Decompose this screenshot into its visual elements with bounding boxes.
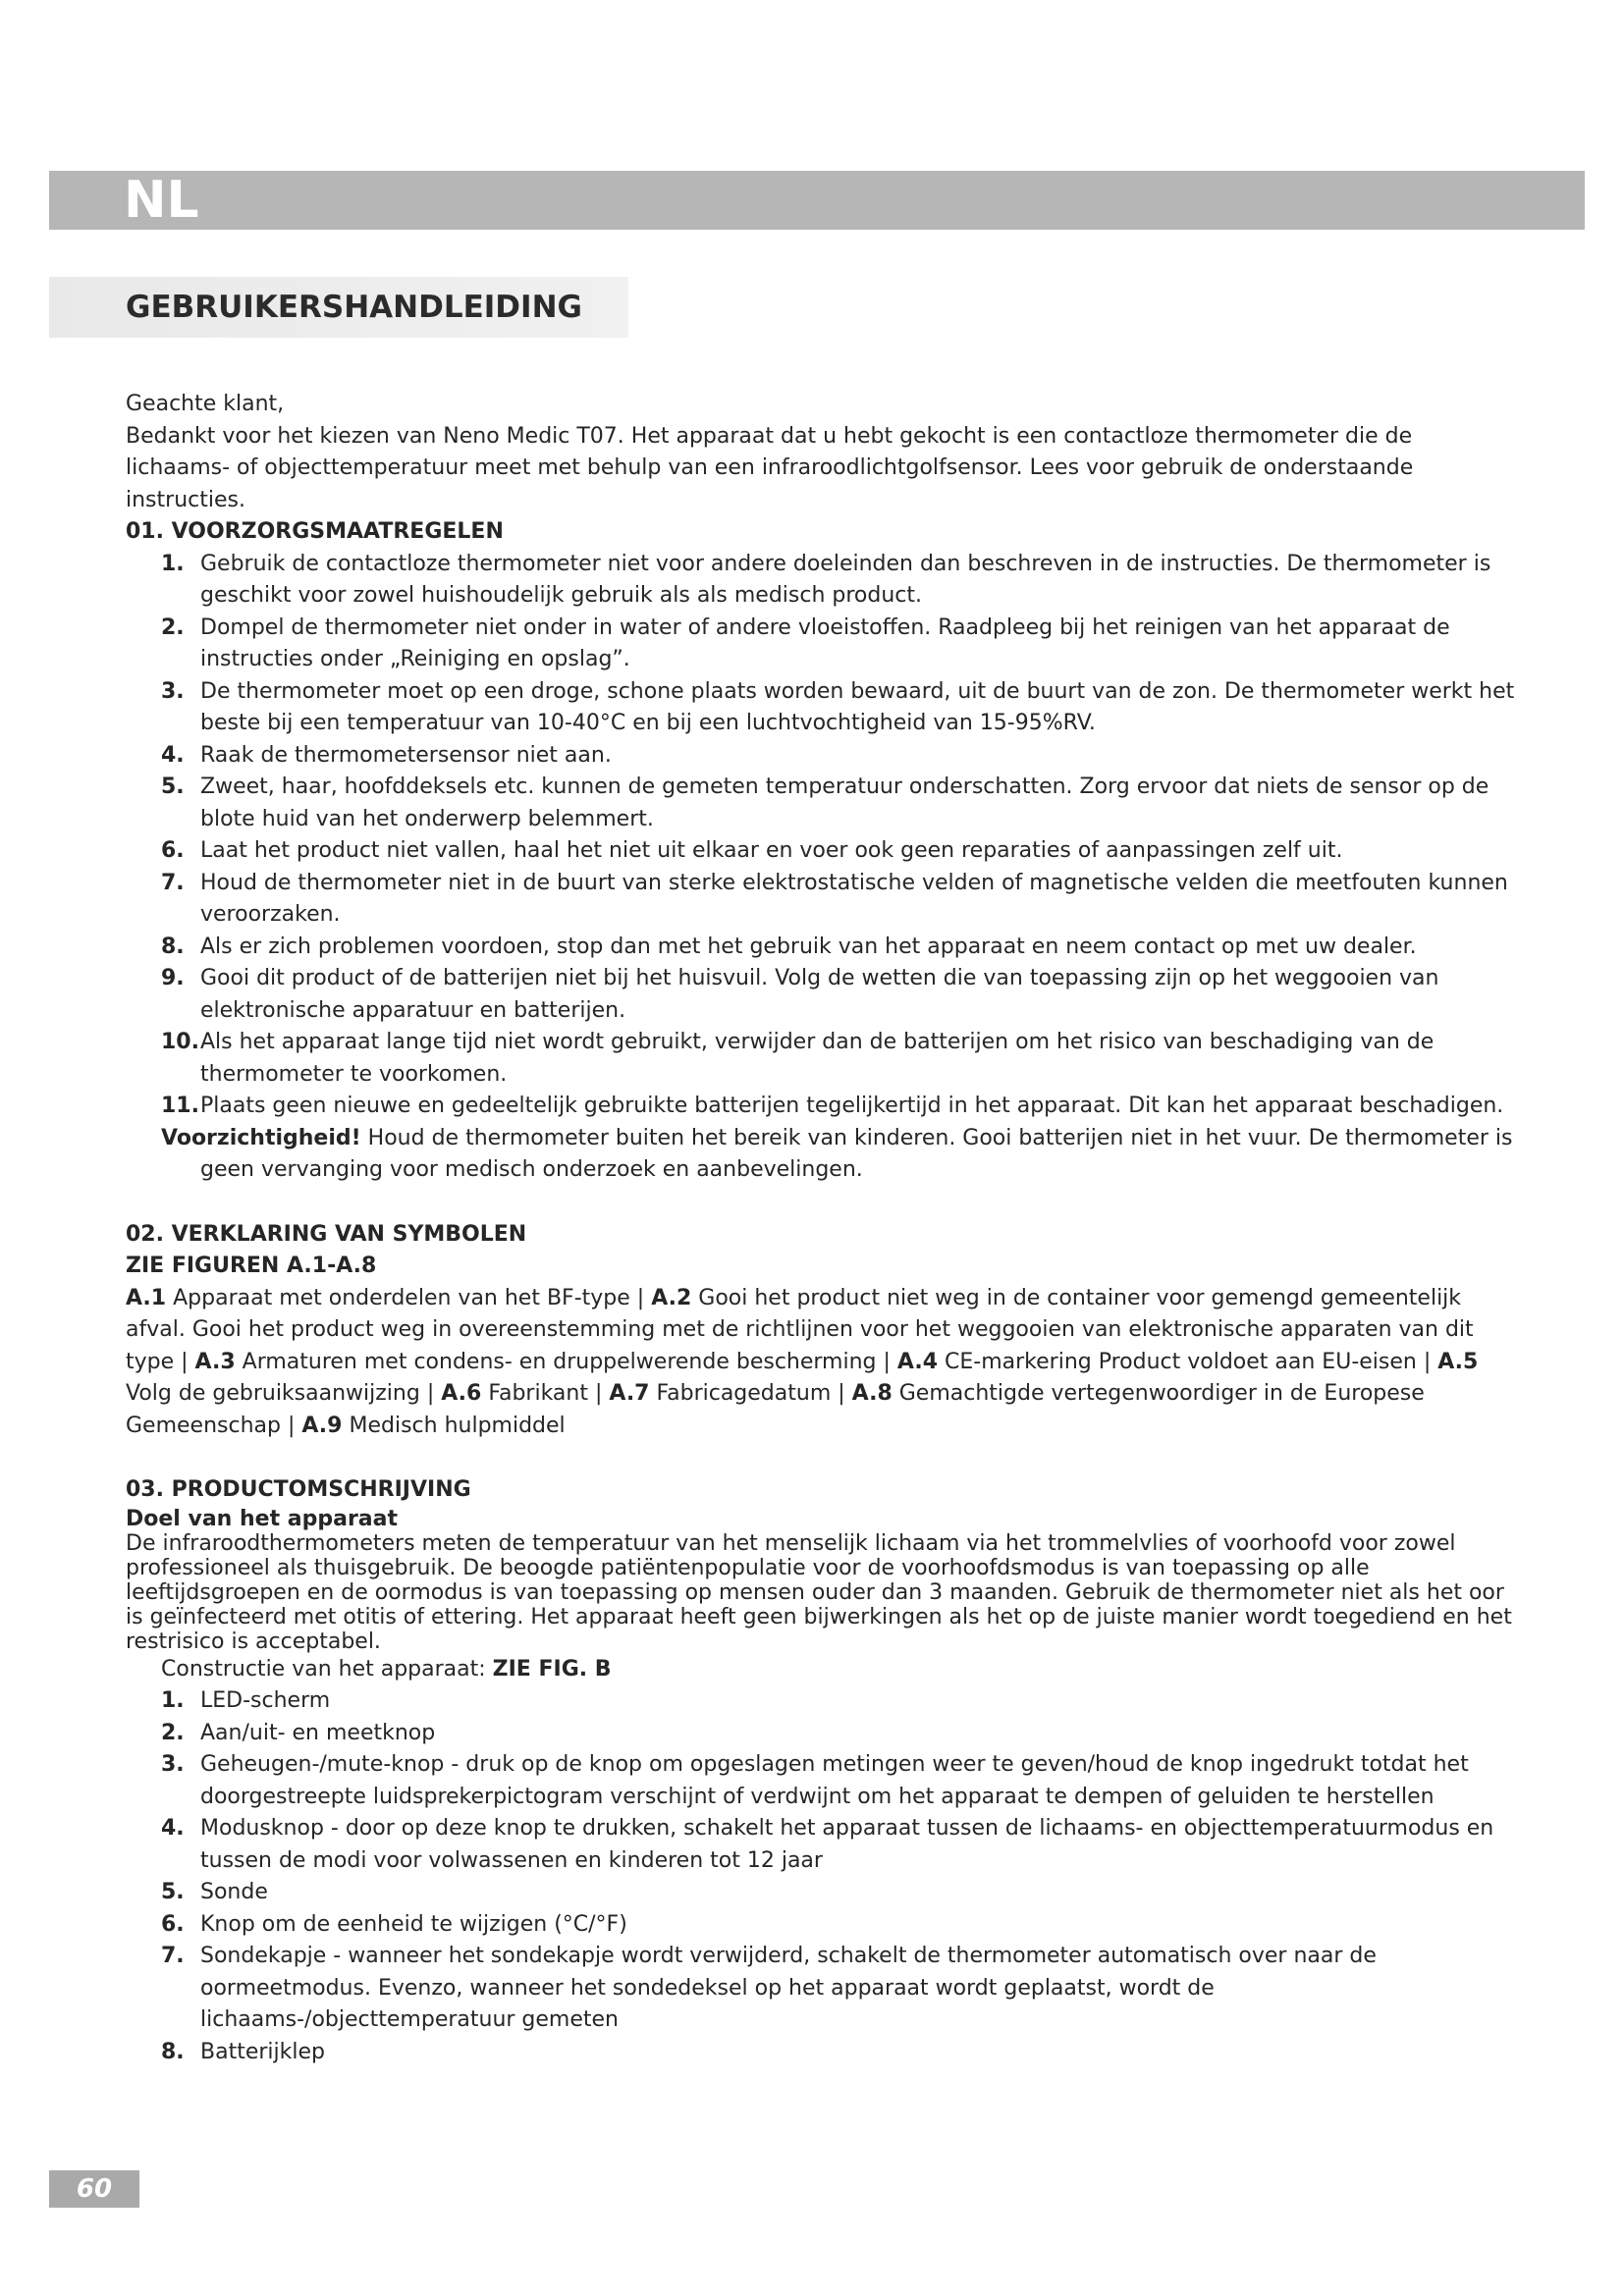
list-item-text: Houd de thermometer niet in de buurt van sterke elektrostatische velden of magnetische velden die meetfouten kunnen veroorzaken.: [200, 870, 1508, 927]
list-item: [126, 932, 1520, 964]
list-item-text: Knop om de eenheid te wijzigen (°C/°F): [200, 1911, 627, 1937]
caution-note: [126, 1123, 1520, 1187]
symbol-description: Fabrikant |: [481, 1381, 610, 1406]
list-item-text: Laat het product niet vallen, haal het niet uit elkaar en voer ook geen reparaties of aanpassingen zelf uit.: [200, 838, 1343, 863]
list-item: [126, 772, 1520, 835]
list-item: [126, 1027, 1520, 1091]
list-item: [126, 1091, 1520, 1123]
construction-list: [126, 1685, 1520, 2068]
list-item-text: Aan/uit- en meetknop: [200, 1720, 436, 1745]
list-item: [126, 1877, 1520, 1909]
list-item: [126, 2037, 1520, 2069]
list-item-number: 2.: [161, 1720, 185, 1745]
list-item: [126, 549, 1520, 613]
section-heading-description: 03. PRODUCTOMSCHRIJVING: [126, 1477, 471, 1502]
symbol-code: A.1: [126, 1285, 167, 1310]
list-item: [126, 1749, 1520, 1813]
caution-label: Voorzichtigheid!: [161, 1125, 361, 1150]
list-item: [126, 1909, 1520, 1942]
symbol-code: A.4: [896, 1349, 939, 1374]
list-item-text: De thermometer moet op een droge, schone plaats worden bewaard, uit de buurt van de zon. De thermometer werkt het beste bij een temperatuur van 10-40°C en bij een luchtvochtigheid van 15-95%RV.: [200, 678, 1515, 735]
list-item-number: 7.: [161, 1944, 185, 1968]
symbol-description: Volg de gebruiksaanwijzing |: [126, 1381, 442, 1406]
list-item-number: 10.: [161, 1030, 199, 1054]
list-item: [126, 835, 1520, 868]
list-item-number: 8.: [161, 2039, 185, 2064]
list-item: [126, 1813, 1520, 1877]
list-item-text: Sonde: [200, 1880, 268, 1904]
list-item-text: LED-scherm: [200, 1688, 331, 1713]
list-item-text: Plaats geen nieuwe en gedeeltelijk gebruikte batterijen tegelijkertijd in het apparaat. Dit kan het apparaat beschadigen.: [200, 1094, 1504, 1118]
list-item-text: Raak de thermometersensor niet aan.: [200, 742, 612, 768]
symbol-description: Gemachtigde vertegenwoordiger in de Europese Gemeenschap |: [126, 1381, 1425, 1438]
page-title: GEBRUIKERSHANDLEIDING: [126, 290, 582, 325]
list-item-number: 5.: [161, 1880, 185, 1904]
symbol-description: Fabricagedatum |: [649, 1381, 852, 1406]
list-item-number: 11.: [161, 1094, 199, 1118]
list-item-number: 1.: [161, 1688, 185, 1713]
list-item-text: Batterijklep: [200, 2039, 325, 2064]
construction-label: Constructie van het apparaat:: [161, 1656, 493, 1682]
language-code: NL: [124, 171, 199, 230]
list-item: [126, 963, 1520, 1027]
list-item-text: Gebruik de contactloze thermometer niet voor andere doeleinden dan beschreven in de instructies. De thermometer is geschikt voor zowel huishoudelijk gebruik als als medisch product.: [200, 551, 1491, 608]
purpose-subheading: Doel van het apparaat: [126, 1506, 399, 1531]
symbol-code: A.8: [851, 1381, 893, 1406]
list-item-text: Gooi dit product of de batterijen niet bij het huisvuil. Volg de wetten die van toepassing zijn op het weggooien van elektronische apparatuur en batterijen.: [200, 966, 1439, 1023]
list-item-number: 4.: [161, 1816, 185, 1841]
symbol-code: A.3: [194, 1349, 236, 1374]
list-item: [126, 740, 1520, 773]
symbol-description: Medisch hulpmiddel: [342, 1413, 566, 1438]
section-heading-symbols: 02. VERKLARING VAN SYMBOLEN: [126, 1221, 527, 1247]
list-item: [126, 676, 1520, 740]
construction-ref: ZIE FIG. B: [492, 1656, 612, 1682]
list-item: [126, 1685, 1520, 1718]
symbol-description: Armaturen met condens- en druppelwerende bescherming |: [235, 1349, 897, 1374]
list-item: [126, 1718, 1520, 1750]
symbols-subheading: ZIE FIGUREN A.1-A.8: [126, 1254, 377, 1278]
list-item-number: 5.: [161, 774, 185, 799]
symbol-code: A.7: [609, 1381, 650, 1406]
list-item-text: Sondekapje - wanneer het sondekapje wordt verwijderd, schakelt de thermometer automatisch over naar de oormeetmodus. Evenzo, wanneer het sondedeksel op het apparaat wordt geplaatst, wordt de lichaams-/objecttemperatuur gemeten: [200, 1944, 1377, 2032]
symbols-paragraph: [126, 1283, 1520, 1443]
list-item-number: 8.: [161, 934, 185, 959]
symbol-code: A.9: [301, 1413, 343, 1438]
list-item-text: Modusknop - door op deze knop te drukken, schakelt het apparaat tussen de lichaams- en objecttemperatuurmodus en tussen de modi voor volwassenen en kinderen tot 12 jaar: [200, 1816, 1494, 1873]
list-item-text: Als het apparaat lange tijd niet wordt gebruikt, verwijder dan de batterijen om het risico van beschadiging van de thermometer te voorkomen.: [200, 1030, 1435, 1087]
symbol-code: A.2: [651, 1285, 692, 1310]
caution-text: Houd de thermometer buiten het bereik van kinderen. Gooi batterijen niet in het vuur. De thermometer is geen vervanging voor medisch onderzoek en aanbevelingen.: [200, 1125, 1513, 1182]
symbol-description: CE-markering Product voldoet aan EU-eisen |: [938, 1349, 1438, 1374]
list-item-text: Geheugen-/mute-knop - druk op de knop om opgeslagen metingen weer te geven/houd de knop ingedrukt totdat het doorgestreepte luidsprekerpictogram verschijnt of verdwijnt om het apparaat te dempen of geluiden te herstellen: [200, 1752, 1469, 1809]
precautions-list: [126, 549, 1520, 1123]
section-heading-precautions: 01. VOORZORGSMAATREGELEN: [126, 519, 504, 544]
intro-text: Bedankt voor het kiezen van Neno Medic T07. Het apparaat dat u hebt gekocht is een contactloze thermometer die de lichaams- of objecttemperatuur meet met behulp van een infraroodlichtgolfsensor. Lees voor gebruik de onderstaande instructies.: [126, 423, 1414, 512]
symbol-code: A.6: [441, 1381, 482, 1406]
symbol-code: A.5: [1437, 1349, 1479, 1374]
list-item-number: 6.: [161, 1911, 185, 1937]
list-item-number: 7.: [161, 870, 185, 895]
list-item-text: Dompel de thermometer niet onder in water of andere vloeistoffen. Raadpleeg bij het reinigen van het apparaat de instructies onder „Reiniging en opslag”.: [200, 614, 1450, 671]
language-bar: [49, 171, 1585, 230]
construction-line: [126, 1654, 1520, 1686]
list-item-number: 9.: [161, 966, 185, 990]
main-content: [126, 389, 1520, 2068]
list-item-number: 2.: [161, 614, 185, 640]
list-item-number: 4.: [161, 742, 185, 768]
list-item-number: 1.: [161, 551, 185, 576]
list-item: [126, 868, 1520, 932]
greeting: Geachte klant,: [126, 392, 285, 416]
list-item: [126, 1941, 1520, 2037]
symbol-description: Gooi het product niet weg in de container voor gemengd gemeentelijk afval. Gooi het product weg in overeenstemming met de richtlijnen voor het weggooien van elektronische apparaten van dit type |: [126, 1285, 1474, 1374]
list-item: [126, 613, 1520, 676]
purpose-text: De infraroodthermometers meten de temperatuur van het menselijk lichaam via het trommelvlies of voorhoofd voor zowel professioneel als thuisgebruik. De beoogde patiëntenpopulatie voor de voorhoofdsmodus is van toepassing op alle leeftijdsgroepen en de oormodus is van toepassing op mensen ouder dan 3 maanden. Gebruik de thermometer niet als het oor is geïnfecteerd met otitis of ettering. Het apparaat heeft geen bijwerkingen als het op de juiste manier wordt toegediend en het restrisico is acceptabel.: [126, 1530, 1512, 1654]
page-number: 60: [76, 2174, 113, 2204]
list-item-text: Zweet, haar, hoofddeksels etc. kunnen de gemeten temperatuur onderschatten. Zorg ervoor dat niets de sensor op de blote huid van het onderwerp belemmert.: [200, 774, 1489, 831]
list-item-number: 3.: [161, 678, 185, 704]
symbol-description: Apparaat met onderdelen van het BF-type |: [166, 1285, 652, 1310]
list-item-number: 3.: [161, 1752, 185, 1777]
list-item-text: Als er zich problemen voordoen, stop dan met het gebruik van het apparaat en neem contact op met uw dealer.: [200, 934, 1417, 959]
list-item-number: 6.: [161, 838, 185, 863]
